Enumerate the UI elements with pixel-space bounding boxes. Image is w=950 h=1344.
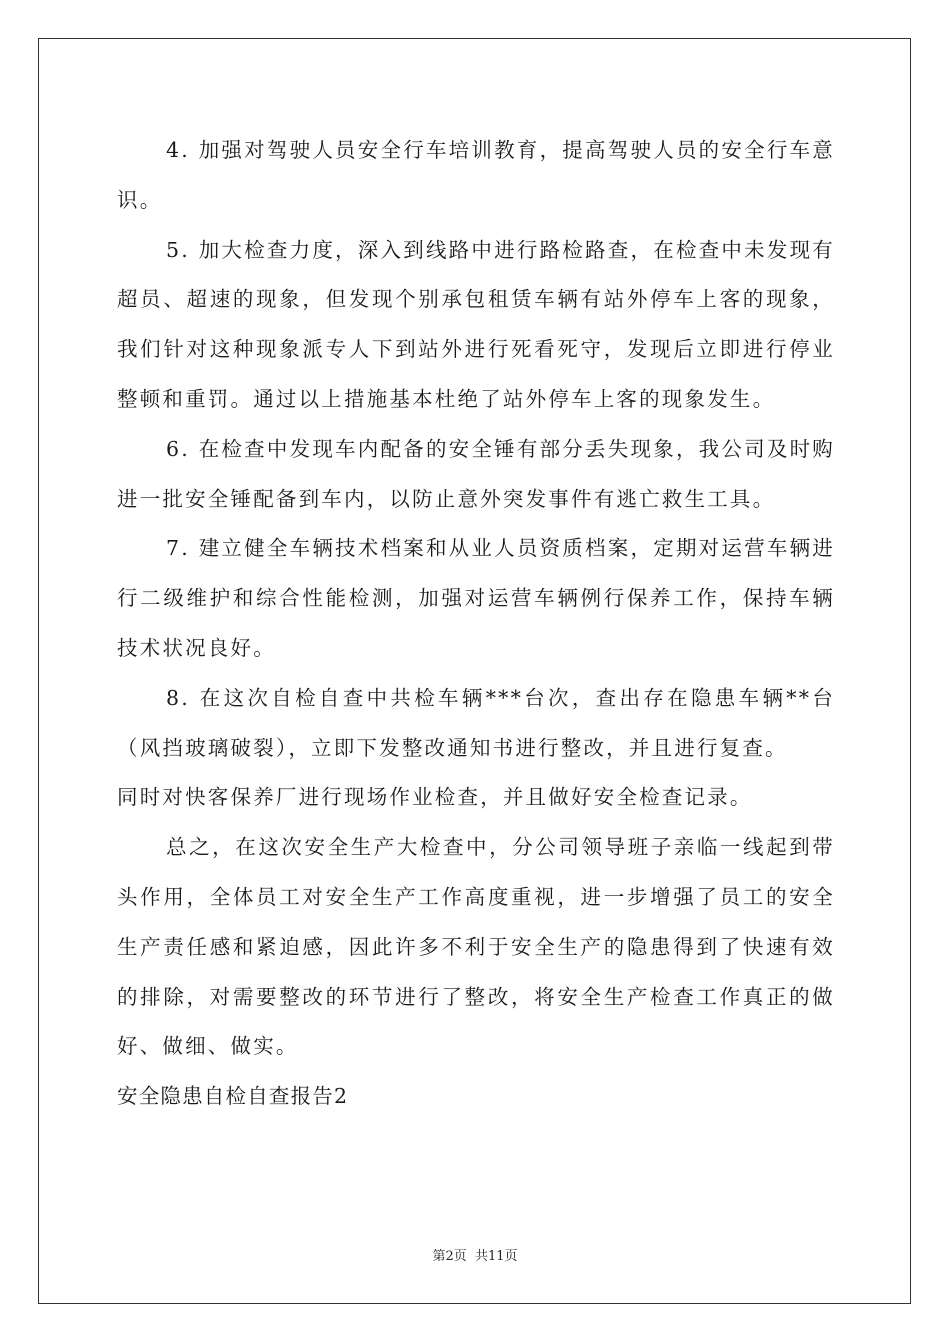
paragraph-item-8: 8. 在这次自检自查中共检车辆***台次，查出存在隐患车辆**台（风挡玻璃破裂），立即下发整改通知书进行整改，并且进行复查。 <box>117 685 835 760</box>
next-section-heading: 安全隐患自检自查报告2 <box>117 1084 349 1109</box>
page-number: 第2页 <box>432 1249 467 1264</box>
paragraph-item-6: 6. 在检查中发现车内配备的安全锤有部分丢失现象，我公司及时购进一批安全锤配备到车内，以防止意外突发事件有逃亡救生工具。 <box>117 436 835 511</box>
page-footer <box>0 1245 950 1264</box>
paragraph-continuation: 同时对快客保养厂进行现场作业检查，并且做好安全检查记录。 <box>117 785 753 810</box>
page-total: 共11页 <box>474 1249 518 1264</box>
paragraph-item-5: 5. 加大检查力度，深入到线路中进行路检路查，在检查中未发现有超员、超速的现象，但发现个别承包租赁车辆有站外停车上客的现象，我们针对这种现象派专人下到站外进行死看死守，发现后立即进行停业整顿和重罚。通过以上措施基本杜绝了站外停车上客的现象发生。 <box>117 237 835 411</box>
paragraph-item-7: 7. 建立健全车辆技术档案和从业人员资质档案，定期对运营车辆进行二级维护和综合性能检测，加强对运营车辆例行保养工作，保持车辆技术状况良好。 <box>117 536 835 660</box>
paragraph-item-4: 4. 加强对驾驶人员安全行车培训教育，提高驾驶人员的安全行车意识。 <box>117 138 835 212</box>
paragraph-summary: 总之，在这次安全生产大检查中，分公司领导班子亲临一线起到带头作用，全体员工对安全生产工作高度重视，进一步增强了员工的安全生产责任感和紧迫感，因此许多不利于安全生产的隐患得到了快速有效的排除，对需要整改的环节进行了整改，将安全生产检查工作真正的做好、做细、做实。 <box>117 835 835 1059</box>
document-body <box>117 126 835 1122</box>
